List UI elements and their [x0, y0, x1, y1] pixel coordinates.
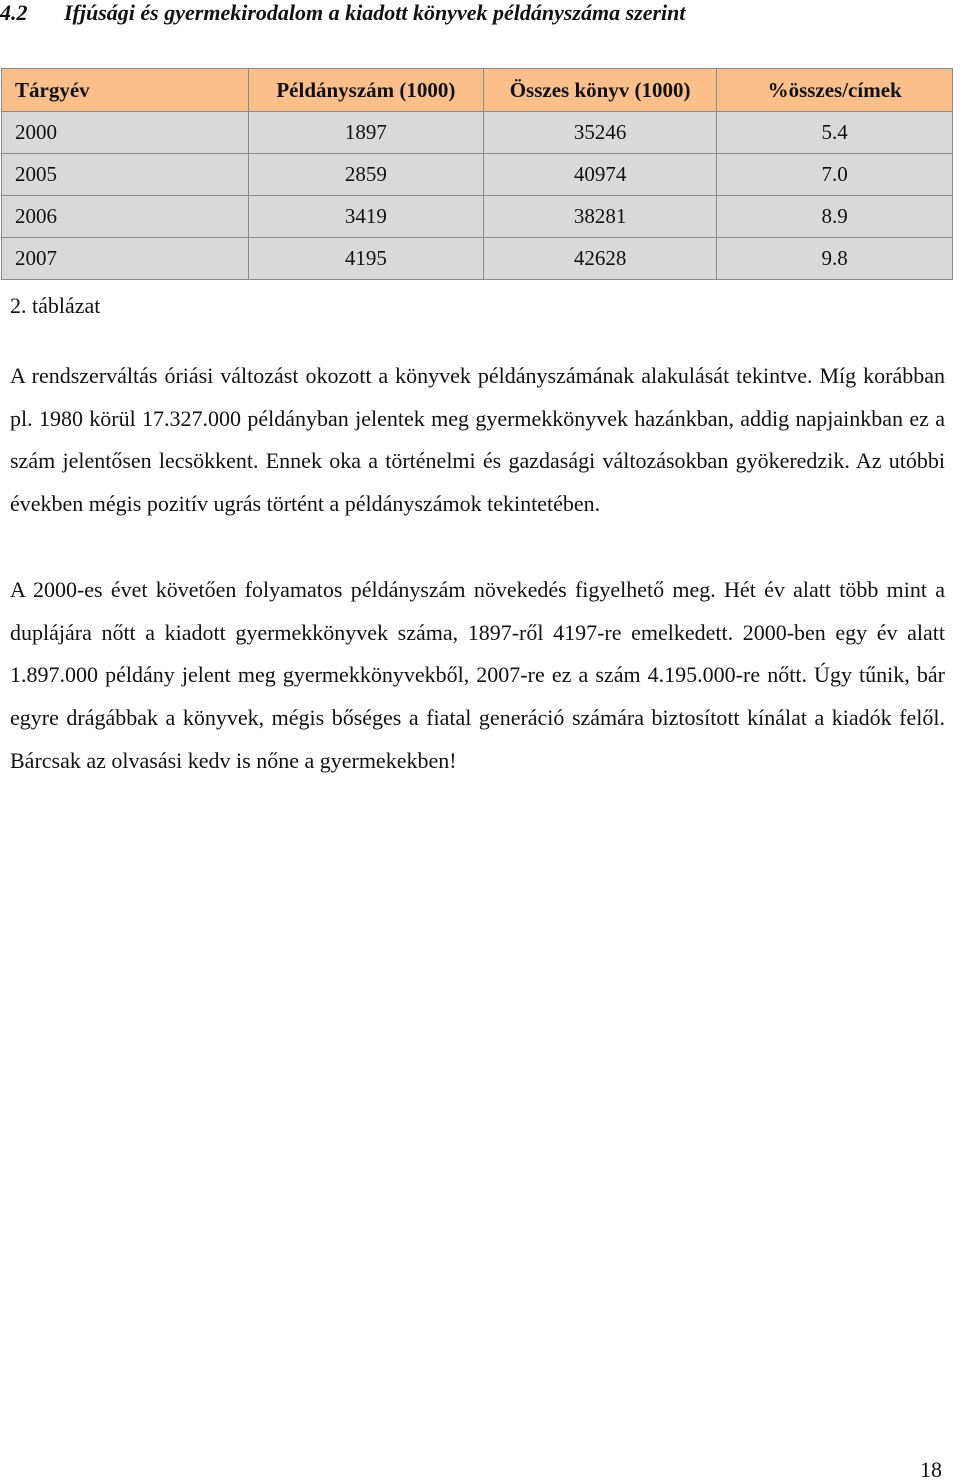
column-header-percent: %összes/címek	[717, 69, 953, 112]
cell-percent: 8.9	[717, 196, 953, 238]
section-title: Ifjúsági és gyermekirodalom a kiadott könyvek példányszáma szerint	[64, 0, 686, 25]
column-header-total-books: Összes könyv (1000)	[483, 69, 716, 112]
cell-copies: 4195	[248, 238, 483, 280]
statistics-table	[1, 68, 953, 280]
table-row	[2, 238, 953, 280]
table-row	[2, 196, 953, 238]
page-number: 18	[920, 1457, 942, 1482]
cell-percent: 7.0	[717, 154, 953, 196]
cell-percent: 5.4	[717, 112, 953, 154]
cell-percent: 9.8	[717, 238, 953, 280]
section-number: 4.2	[0, 0, 28, 25]
cell-year: 2007	[2, 238, 249, 280]
cell-total-books: 40974	[483, 154, 716, 196]
column-header-year: Tárgyév	[2, 69, 249, 112]
table-header-row	[2, 69, 953, 112]
body-paragraph: A rendszerváltás óriási változást okozott a könyvek példányszámának alakulását tekintve. Míg korábban pl. 1980 körül 17.327.000 példányban jelentek meg gyermekkönyvek hazánkban, addig napjainkban ez a szám jelentősen lecsökkent. Ennek oka a történelmi és gazdasági változásokban gyökeredzik. Az utóbbi években mégis pozitív ugrás történt a példányszámok tekintetében.	[10, 363, 945, 517]
cell-total-books: 35246	[483, 112, 716, 154]
cell-copies: 1897	[248, 112, 483, 154]
cell-copies: 3419	[248, 196, 483, 238]
cell-year: 2006	[2, 196, 249, 238]
body-paragraph: A 2000-es évet követően folyamatos példányszám növekedés figyelhető meg. Hét év alatt több mint a duplájára nőtt a kiadott gyermekkönyvek száma, 1897-ről 4197-re emelkedett. 2000-ben egy év alatt 1.897.000 példány jelent meg gyermekkönyvekből, 2007-re ez a szám 4.195.000-re nőtt. Úgy tűnik, bár egyre drágábbak a könyvek, mégis bőséges a fiatal generáció számára biztosított kínálat a kiadók felől. Bárcsak az olvasási kedv is nőne a gyermekekben!	[10, 577, 945, 773]
cell-year: 2005	[2, 154, 249, 196]
column-header-copies: Példányszám (1000)	[248, 69, 483, 112]
cell-year: 2000	[2, 112, 249, 154]
table-row	[2, 154, 953, 196]
section-heading	[0, 0, 686, 26]
cell-total-books: 42628	[483, 238, 716, 280]
table-caption: 2. táblázat	[10, 293, 101, 318]
cell-copies: 2859	[248, 154, 483, 196]
cell-total-books: 38281	[483, 196, 716, 238]
table-row	[2, 112, 953, 154]
